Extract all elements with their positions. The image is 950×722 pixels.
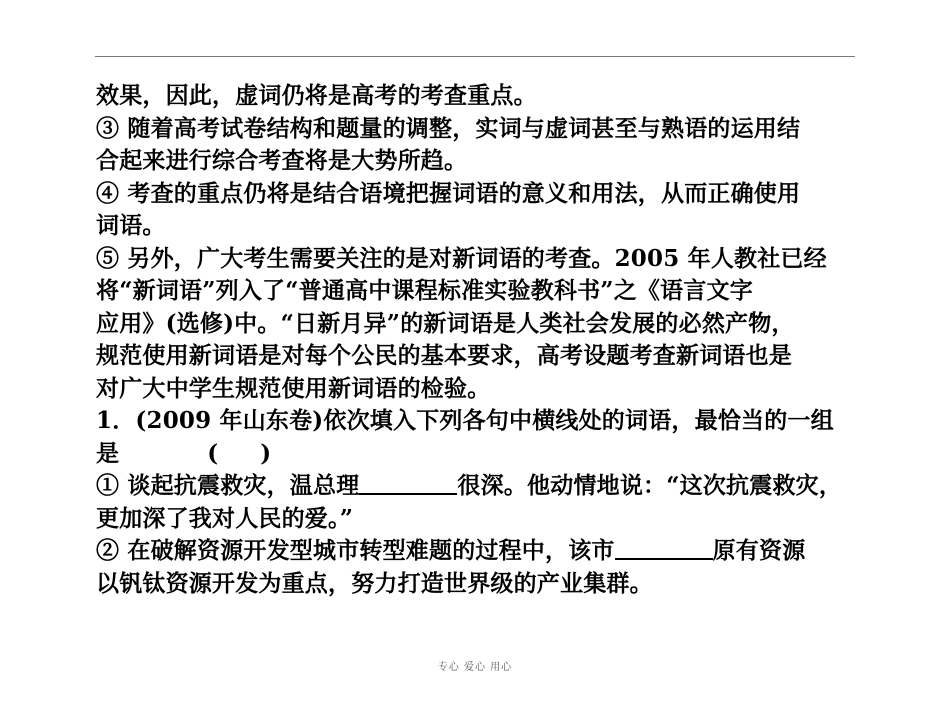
question-stem: 1．(2009 年山东卷)依次填入下列各句中横线处的词语，最恰当的一组 [96,407,834,434]
text-line-1: 效果，因此，虚词仍将是高考的考查重点。 [96,82,537,109]
item-1-line-1 [96,470,866,503]
text-line-8: 应用》(选修)中。“日新月异”的新词语是人类社会发展的必然产物， [96,309,795,337]
document-body [96,80,866,600]
text-line-4: ④ 考查的重点仍将是结合语境把握词语的意义和用法，从而正确使用 [96,179,801,207]
text-line-7: 将“新词语”列入了“普通高中课程标准实验教科书”之《语言文字 [96,277,753,304]
question-stem-tail [96,438,866,471]
item-2-line-1 [96,535,866,568]
item-1-text-before: ① 谈起抗震救灾，温总理 [96,472,360,499]
text-line-10: 对广大中学生规范使用新词语的检验。 [96,374,491,402]
question-tail-text: 是 [96,439,120,467]
text-line-6: ⑤ 另外，广大考生需要关注的是对新词语的考查。2005 年人教社已经 [96,244,827,272]
text-line-2: ③ 随着高考试卷结构和题量的调整，实词与虚词甚至与熟语的运用结 [96,114,801,142]
item-2-text-after: 原有资源 [712,537,806,564]
top-divider [95,56,855,57]
text-line-5: 词语。 [96,212,166,239]
item-1-line-2: 更加深了我对人民的爱。” [96,504,354,532]
item-2-blank [615,536,713,560]
item-2-line-2: 以钒钛资源开发为重点，努力打造世界级的产业集群。 [96,569,653,597]
text-line-3: 合起来进行综合考查将是大势所趋。 [96,147,468,174]
answer-paren-open: ( [207,439,219,467]
item-1-blank [359,471,457,495]
answer-paren-close: ) [260,439,272,467]
item-1-text-after: 很深。他动情地说：“这次抗震救灾， [457,472,843,499]
page-footer: 专心 爱心 用心 [437,662,513,673]
text-line-9: 规范使用新词语是对每个公民的基本要求，高考设题考查新词语也是 [96,342,792,369]
item-2-text-before: ② 在破解资源开发型城市转型难题的过程中，该市 [96,537,615,564]
